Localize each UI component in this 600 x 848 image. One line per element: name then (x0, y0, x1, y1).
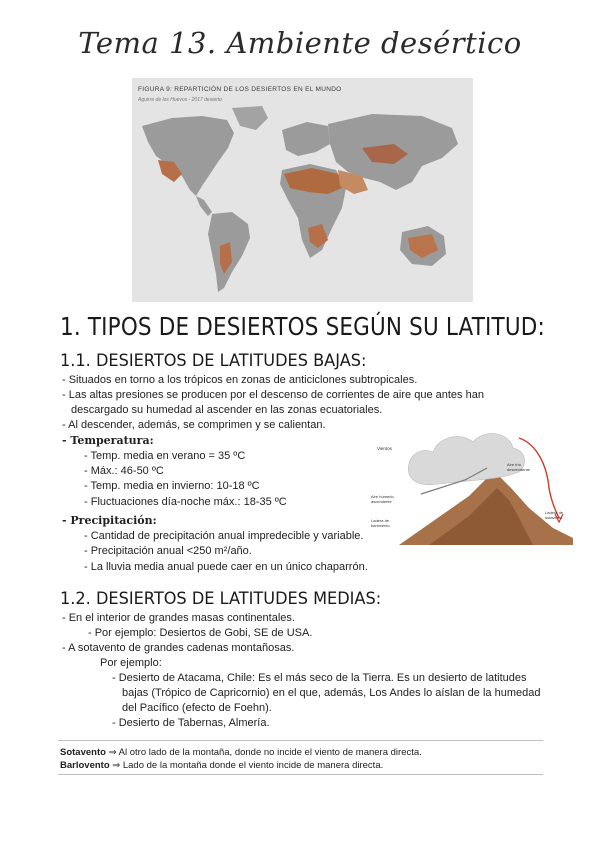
temperature-label: - Temperatura: (62, 434, 154, 447)
text-line: - Por ejemplo: Desiertos de Gobi, SE de USA. (88, 627, 313, 639)
divider (58, 740, 543, 741)
text-line: del Pacífico (efecto de Foehn). (122, 702, 272, 714)
definition-barlovento (60, 760, 383, 771)
section-heading: 1. TIPOS DE DESIERTOS SEGÚN SU LATITUD: (60, 312, 545, 341)
text-line: - Temp. media en verano = 35 ºC (84, 450, 246, 462)
text-line: - La lluvia media anual puede caer en un único chaparrón. (84, 561, 368, 573)
text-line: - Fluctuaciones día-noche máx.: 18-35 ºC (84, 496, 287, 508)
def-barlovento: ⇒ Lado de la montaña donde el viento incide de manera directa. (109, 760, 384, 771)
definition-sotavento (60, 747, 422, 758)
label-sotavento: Ladera de sotavento (545, 510, 564, 520)
map-subcaption: Aguirre de los Huevos - 2017 desierto (138, 97, 222, 103)
subsection-heading: 1.1. DESIERTOS DE LATITUDES BAJAS: (60, 351, 367, 371)
divider (58, 774, 543, 775)
def-sotavento: ⇒ Al otro lado de la montaña, donde no incide el viento de manera directa. (105, 747, 422, 758)
world-desert-map (132, 78, 473, 302)
text-line: - Al descender, además, se comprimen y se calientan. (62, 419, 326, 431)
term-sotavento: Sotavento (60, 747, 106, 758)
text-line: descargado su humedad al ascender en las zonas ecuatoriales. (71, 404, 383, 416)
text-line: - A sotavento de grandes cadenas montañosas. (62, 642, 295, 654)
term-barlovento: Barlovento (60, 760, 110, 771)
precipitation-label: - Precipitación: (62, 514, 157, 527)
text-line: - Desierto de Atacama, Chile: Es el más seco de la Tierra. Es un desierto de latitudes (112, 672, 527, 684)
map-caption: FIGURA 9: REPARTICIÓN DE LOS DESIERTOS EN EL MUNDO (138, 86, 342, 93)
text-line: - Situados en torno a los trópicos en zonas de anticiclones subtropicales. (62, 374, 418, 386)
map-graphic (132, 78, 473, 302)
text-line: - Cantidad de precipitación anual impredecible y variable. (84, 530, 364, 542)
text-line: - Máx.: 46-50 ºC (84, 465, 164, 477)
text-line: bajas (Trópico de Capricornio) en el que, además, Los Andes lo aíslan de la humedad (122, 687, 541, 699)
foehn-diagram (369, 418, 573, 545)
text-line: - Precipitación anual <250 m²/año. (84, 545, 252, 557)
page-title: Tema 13. Ambiente desértico (78, 26, 522, 60)
text-line: - En el interior de grandes masas continentales. (62, 612, 295, 624)
label-barlovento: Ladera de barlovento (371, 518, 390, 528)
text-line: Por ejemplo: (100, 657, 162, 669)
text-line: - Temp. media en invierno: 10-18 ºC (84, 480, 260, 492)
label-vientos: Vientos (377, 446, 392, 451)
text-line: - Desierto de Tabernas, Almería. (112, 717, 270, 729)
subsection-heading: 1.2. DESIERTOS DE LATITUDES MEDIAS: (60, 589, 382, 609)
label-aire-humedo: Aire húmedo ascendente (371, 494, 394, 504)
label-aire-frio: Aire frío descendente (507, 462, 530, 472)
text-line: - Las altas presiones se producen por el descenso de corrientes de aire que antes han (62, 389, 484, 401)
